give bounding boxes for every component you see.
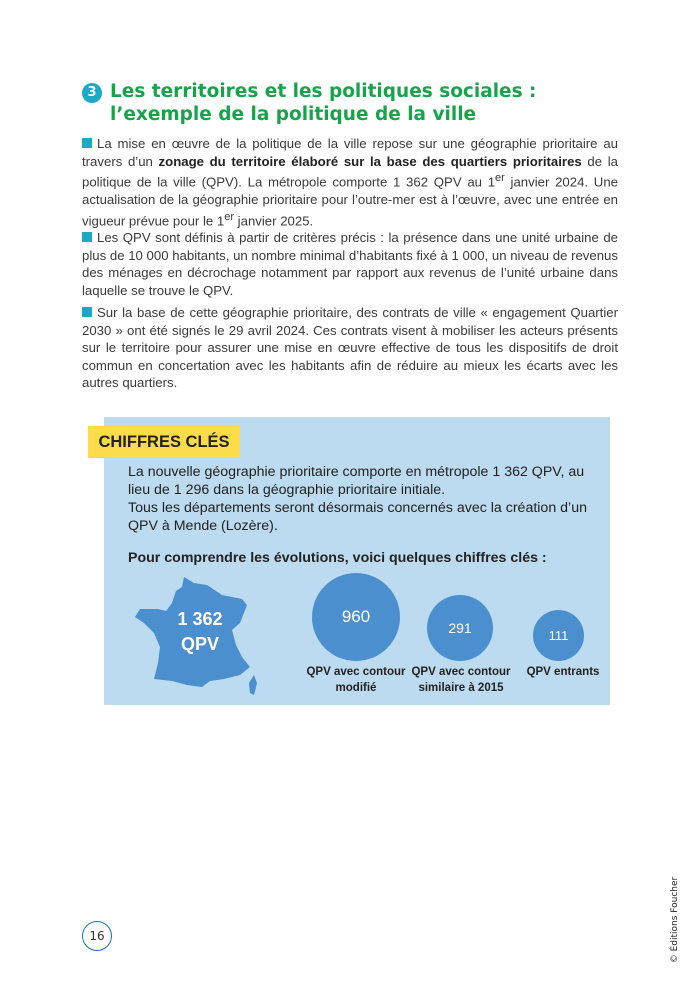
map-value: 1 362: [177, 609, 223, 629]
figure-label-new: QPV entrants: [526, 666, 600, 678]
key-figures-tag: CHIFFRES CLÉS: [88, 426, 240, 458]
paragraph-3: [82, 304, 618, 392]
map-figure: [160, 607, 240, 657]
section-title-text: Les territoires et les politiques sociales : l’exemple de la politique de la ville: [110, 81, 537, 125]
text: Tous les départements seront désormais concernés avec la création d’un QPV à Mende (Lozère).: [128, 500, 587, 534]
key-figures-text: [128, 463, 598, 535]
superscript: er: [495, 172, 505, 185]
text: Sur la base de cette géographie prioritaire, des contrats de ville « engagement Quartier 2030 » ont été signés le 29 avril 2024. Ces contrats visent à mobiliser les acteurs présents sur le territoire pour assurer une mise en œuvre effective de tous les dispositifs de droit commun en concertation avec les habitants afin de réduire au mieux les écarts avec les autres quartiers.: [82, 305, 618, 391]
bullet-square-icon: [82, 307, 92, 317]
figure-circle-modified: 960: [312, 573, 400, 661]
map-unit: QPV: [180, 634, 219, 654]
figure-label-modified: QPV avec contour modifié: [306, 666, 406, 694]
text: janvier 2024. Une actualisation de la géographie prioritaire pour l’outre-mer est à l’œuvre, avec une entrée en vigueur prévue pour le 1: [82, 174, 618, 229]
bullet-square-icon: [82, 138, 92, 148]
superscript: er: [224, 210, 235, 223]
key-figures-heading: Pour comprendre les évolutions, voici quelques chiffres clés :: [128, 550, 547, 566]
text: Les QPV sont définis à partir de critères précis : la présence dans une unité urbaine de plus de 10 000 habitants, un nombre minimal d’habitants fixé à 1 000, un niveau de revenus des ménages en décrochage notamment par rapport aux revenus de l’unité urbaine dans laquelle se trouve le QPV.: [82, 230, 618, 298]
section-number: 3: [82, 83, 102, 103]
copyright: © Éditions Foucher: [670, 876, 680, 964]
bold-text: zonage du territoire élaboré sur la base des quartiers prioritaires: [158, 153, 582, 169]
text: La mise en œuvre de la politique de la ville repose sur une géographie prioritaire au travers d’un: [82, 136, 618, 169]
paragraph-1: [82, 135, 618, 230]
text: janvier 2025.: [234, 213, 314, 229]
section-title: [82, 80, 602, 126]
text: de la politique de la ville (QPV). La métropole comporte 1 362 QPV au 1: [82, 153, 618, 190]
figure-circle-similar: 291: [427, 595, 493, 661]
figure-label-similar: QPV avec contour similaire à 2015: [411, 666, 511, 694]
page-number: 16: [82, 921, 112, 951]
paragraph-2: [82, 229, 618, 299]
bullet-square-icon: [82, 232, 92, 242]
figure-circle-new: 111: [533, 610, 584, 661]
text: La nouvelle géographie prioritaire comporte en métropole 1 362 QPV, au lieu de 1 296 dans la géographie prioritaire initiale.: [128, 464, 585, 498]
